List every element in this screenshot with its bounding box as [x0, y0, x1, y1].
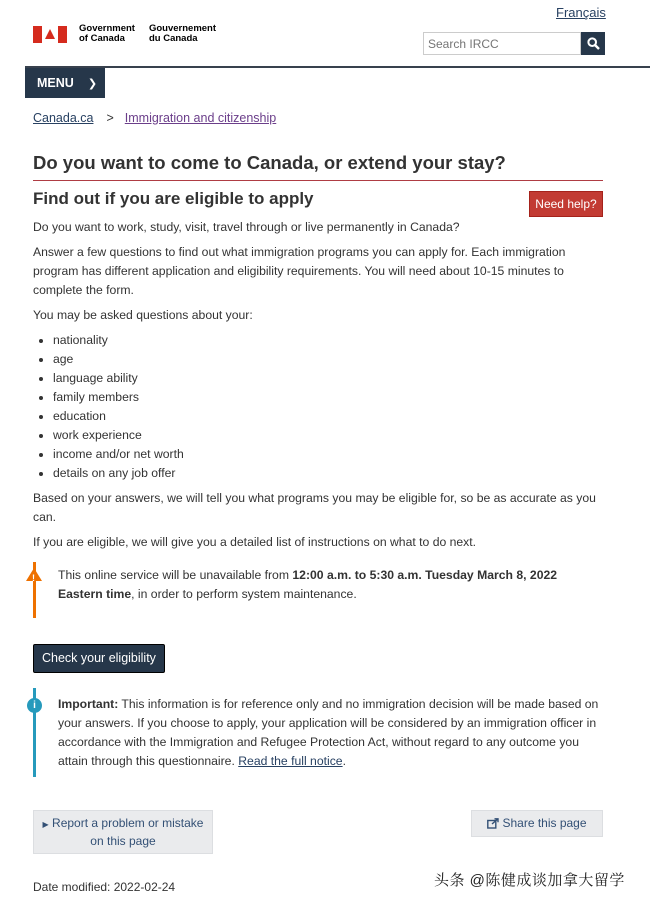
check-eligibility-button[interactable]: Check your eligibility [33, 644, 165, 673]
read-full-notice-link[interactable]: Read the full notice [238, 754, 343, 768]
share-page-button[interactable]: Share this page [471, 810, 603, 837]
list-item: • nationality [53, 331, 605, 350]
based-on-answers: Based on your answers, we will tell you what programs you may be eligible for, so be as accurate as you can. [33, 491, 596, 524]
list-item: • education [53, 407, 605, 426]
if-eligible: If you are eligible, we will give you a detailed list of instructions on what to do next. [33, 535, 477, 549]
list-item: • work experience [53, 426, 605, 445]
list-item: • age [53, 350, 605, 369]
search-icon [587, 37, 600, 50]
important-label: Important: [58, 697, 119, 711]
intro-details: Answer a few questions to find out what immigration programs you can apply for. Each immigration program has different application and eligibility requirements. You will need about 10-15 minutes to complete the form. [33, 245, 566, 297]
topics-intro: You may be asked questions about your: [33, 308, 253, 322]
share-icon [487, 818, 499, 829]
main-content [33, 218, 605, 777]
breadcrumb [33, 111, 276, 125]
list-item: • details on any job offer [53, 464, 605, 483]
report-problem-button[interactable]: ▶ Report a problem or mistake on this page [33, 810, 213, 854]
maintenance-window: 12:00 a.m. to 5:30 a.m. Tuesday March 8, 2022 Eastern time [58, 568, 558, 601]
date-modified: Date modified: 2022-02-24 [33, 880, 176, 894]
breadcrumb-immigration-link[interactable]: Immigration and citizenship [124, 111, 277, 125]
maintenance-warning: ! This online service will be unavailable from 12:00 a.m. to 5:30 a.m. Tuesday March 8, 2022 Eastern time, in order to perform system maintenance. [33, 562, 605, 618]
caret-right-icon: ▶ [42, 819, 49, 829]
warning-icon [26, 568, 42, 581]
menu-label: MENU [37, 76, 74, 90]
page-subtitle: Find out if you are eligible to apply [33, 189, 314, 208]
page-title: Do you want to come to Canada, or extend your stay? [33, 152, 603, 181]
list-item: • language ability [53, 369, 605, 388]
list-item: • income and/or net worth [53, 445, 605, 464]
canada-flag-icon [33, 26, 67, 43]
header-divider [25, 66, 650, 68]
language-toggle-link[interactable]: Français [556, 5, 606, 20]
info-icon: i [27, 698, 42, 713]
search-input[interactable] [423, 32, 581, 55]
menu-button[interactable] [25, 68, 105, 98]
intro-question: Do you want to work, study, visit, travel through or live permanently in Canada? [33, 220, 460, 234]
signature-english: Government of Canada [79, 23, 135, 44]
search-button[interactable] [581, 32, 605, 55]
important-notice: i Important: This information is for reference only and no immigration decision will be made based on your answers. If you choose to apply, your application will be considered by an immigration officer in accordance with the Immigration and Refugee Protection Act, without regard to any outcome you attain through this questionnaire. Read the full notice. [33, 688, 605, 777]
topics-list [33, 331, 605, 483]
chevron-down-icon: ❯ [87, 77, 98, 90]
breadcrumb-separator: > [106, 111, 114, 125]
need-help-button[interactable]: Need help? [529, 191, 603, 217]
breadcrumb-canada-link[interactable]: Canada.ca [33, 111, 94, 125]
watermark-text: 头条 @陈健成谈加拿大留学 [434, 872, 625, 889]
signature-french: Gouvernement du Canada [148, 23, 217, 44]
list-item: • family members [53, 388, 605, 407]
government-logo[interactable] [33, 24, 216, 44]
search-bar [423, 32, 605, 55]
